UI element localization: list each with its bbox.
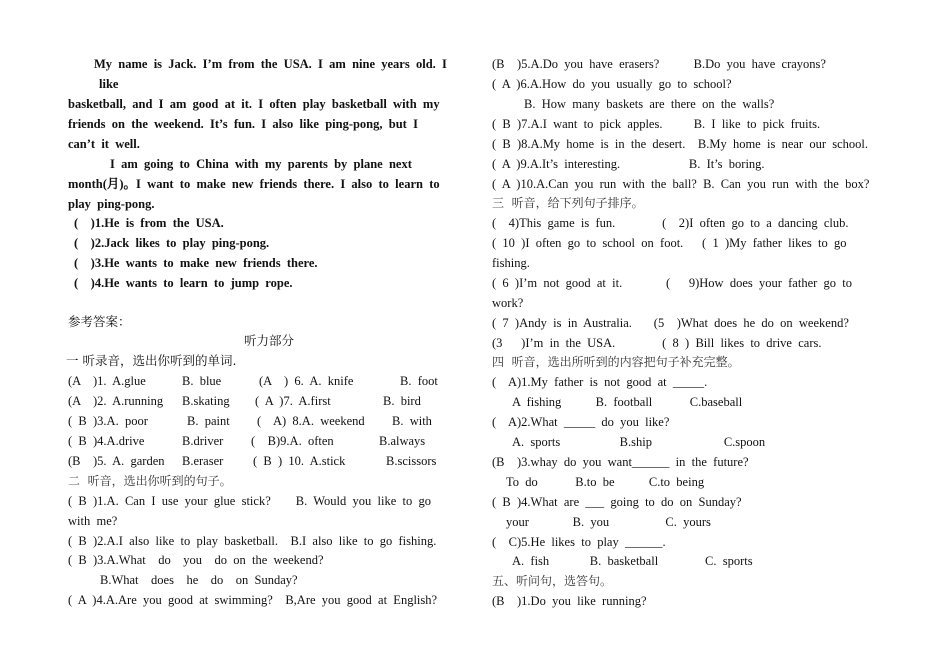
passage-line: friends on the weekend. It’s fun. I also like ping-pong, but I xyxy=(68,117,418,131)
order-line: (3 )I’m in the USA. ( 8 ) Bill likes to drive cars. xyxy=(492,336,822,350)
sentence-line: B.What does he do on Sunday? xyxy=(100,573,298,587)
sentence-line: ( A )9.A.It’s interesting. B. It’s boring. xyxy=(492,157,765,171)
sentence-line: B. How many baskets are there on the walls? xyxy=(524,97,775,111)
section-two-title: 二 听音，选出你听到的句子。 xyxy=(68,474,232,488)
option-line: A. sports B.ship C.spoon xyxy=(512,435,766,449)
sentence-line: with me? xyxy=(68,514,118,528)
question-line: ( )2.Jack likes to play ping-pong. xyxy=(74,236,270,250)
order-line: fishing. xyxy=(492,256,530,270)
sentence-line: ( A )6.A.How do you usually go to school? xyxy=(492,77,732,91)
listening-section-heading: 听力部分 xyxy=(244,333,295,348)
passage-line: can’t it well. xyxy=(68,137,140,151)
question-line: ( )3.He wants to make new friends there. xyxy=(74,256,318,270)
fill-line: ( A)1.My father is not good at _____. xyxy=(492,375,708,389)
passage-line: My name is Jack. I’m from the USA. I am nine years old. I xyxy=(94,57,447,71)
order-line: ( 6 )I’m not good at it. ( 9)How does your father go to xyxy=(492,276,853,290)
answer-cell: (A )2. A.running xyxy=(68,394,164,408)
qa-line: (B )1.Do you like running? xyxy=(492,594,647,608)
answer-cell: B.driver xyxy=(182,434,224,448)
answer-cell: ( B ) 10. A.stick xyxy=(253,454,346,468)
option-line: A fishing B. football C.baseball xyxy=(512,395,743,409)
answer-cell: B. blue xyxy=(182,374,222,388)
option-line: your B. you C. yours xyxy=(506,515,711,529)
answer-key-heading: 参考答案： xyxy=(68,314,131,329)
question-line: ( )1.He is from the USA. xyxy=(74,216,224,230)
sentence-line: ( B )7.A.I want to pick apples. B. I like to pick fruits. xyxy=(492,117,821,131)
passage-line: play ping-pong. xyxy=(68,197,155,211)
section-five-title: 五、听问句，选答句。 xyxy=(492,574,613,588)
sentence-line: ( B )2.A.I also like to play basketball. B.I also like to go fishing. xyxy=(68,534,437,548)
section-three-title: 三 听音，给下列句子排序。 xyxy=(492,196,644,210)
order-line: ( 7 )Andy is in Australia. (5 )What does he do on weekend? xyxy=(492,316,849,330)
passage-line: basketball, and I am good at it. I often play basketball with my xyxy=(68,97,440,111)
section-one-title: 一 听录音，选出你听到的单词. xyxy=(66,353,237,368)
sentence-line: ( A )10.A.Can you run with the ball? B. Can you run with the box? xyxy=(492,177,870,191)
answer-cell: B.skating xyxy=(182,394,230,408)
answer-cell: B.eraser xyxy=(182,454,224,468)
passage-line: I am going to China with my parents by plane next xyxy=(110,157,412,171)
answer-cell: (A ) 6. A. knife xyxy=(259,374,354,388)
question-line: ( )4.He wants to learn to jump rope. xyxy=(74,276,293,290)
answer-cell: B. foot xyxy=(400,374,438,388)
answer-cell: ( B )3.A. poor xyxy=(68,414,148,428)
fill-line: ( B )4.What are ___ going to do on Sunday? xyxy=(492,495,742,509)
sentence-line: ( B )1.A. Can I use your glue stick? B. Would you like to go xyxy=(68,494,431,508)
option-line: A. fish B. basketball C. sports xyxy=(512,554,753,568)
answer-cell: B. paint xyxy=(187,414,230,428)
answer-cell: B. with xyxy=(392,414,432,428)
answer-cell: B. bird xyxy=(383,394,421,408)
section-four-title: 四 听音，选出所听到的内容把句子补充完整。 xyxy=(492,355,740,369)
order-line: ( 10 )I often go to school on foot. ( 1 )My father likes to go xyxy=(492,236,847,250)
answer-cell: B.always xyxy=(379,434,426,448)
answer-cell: ( A )7. A.first xyxy=(255,394,331,408)
sentence-line: ( A )4.A.Are you good at swimming? B,Are you good at English? xyxy=(68,593,438,607)
order-line: work? xyxy=(492,296,524,310)
sentence-line: ( B )3.A.What do you do on the weekend? xyxy=(68,553,324,567)
fill-line: ( C)5.He likes to play ______. xyxy=(492,535,666,549)
answer-cell: ( B )4.A.drive xyxy=(68,434,145,448)
passage-line: like xyxy=(99,77,119,91)
answer-cell: ( A) 8.A. weekend xyxy=(257,414,365,428)
fill-line: (B )3.whay do you want______ in the future? xyxy=(492,455,749,469)
answer-cell: (A )1. A.glue xyxy=(68,374,146,388)
answer-cell: B.scissors xyxy=(386,454,437,468)
option-line: To do B.to be C.to being xyxy=(506,475,705,489)
order-line: ( 4)This game is fun. ( 2)I often go to a dancing club. xyxy=(492,216,849,230)
answer-cell: ( B)9.A. often xyxy=(251,434,334,448)
sentence-line: ( B )8.A.My home is in the desert. B.My home is near our school. xyxy=(492,137,868,151)
sentence-line: (B )5.A.Do you have erasers? B.Do you have crayons? xyxy=(492,57,826,71)
passage-line: month(月)。I want to make new friends there. I also to learn to xyxy=(68,177,440,191)
fill-line: ( A)2.What _____ do you like? xyxy=(492,415,670,429)
answer-cell: (B )5. A. garden xyxy=(68,454,165,468)
